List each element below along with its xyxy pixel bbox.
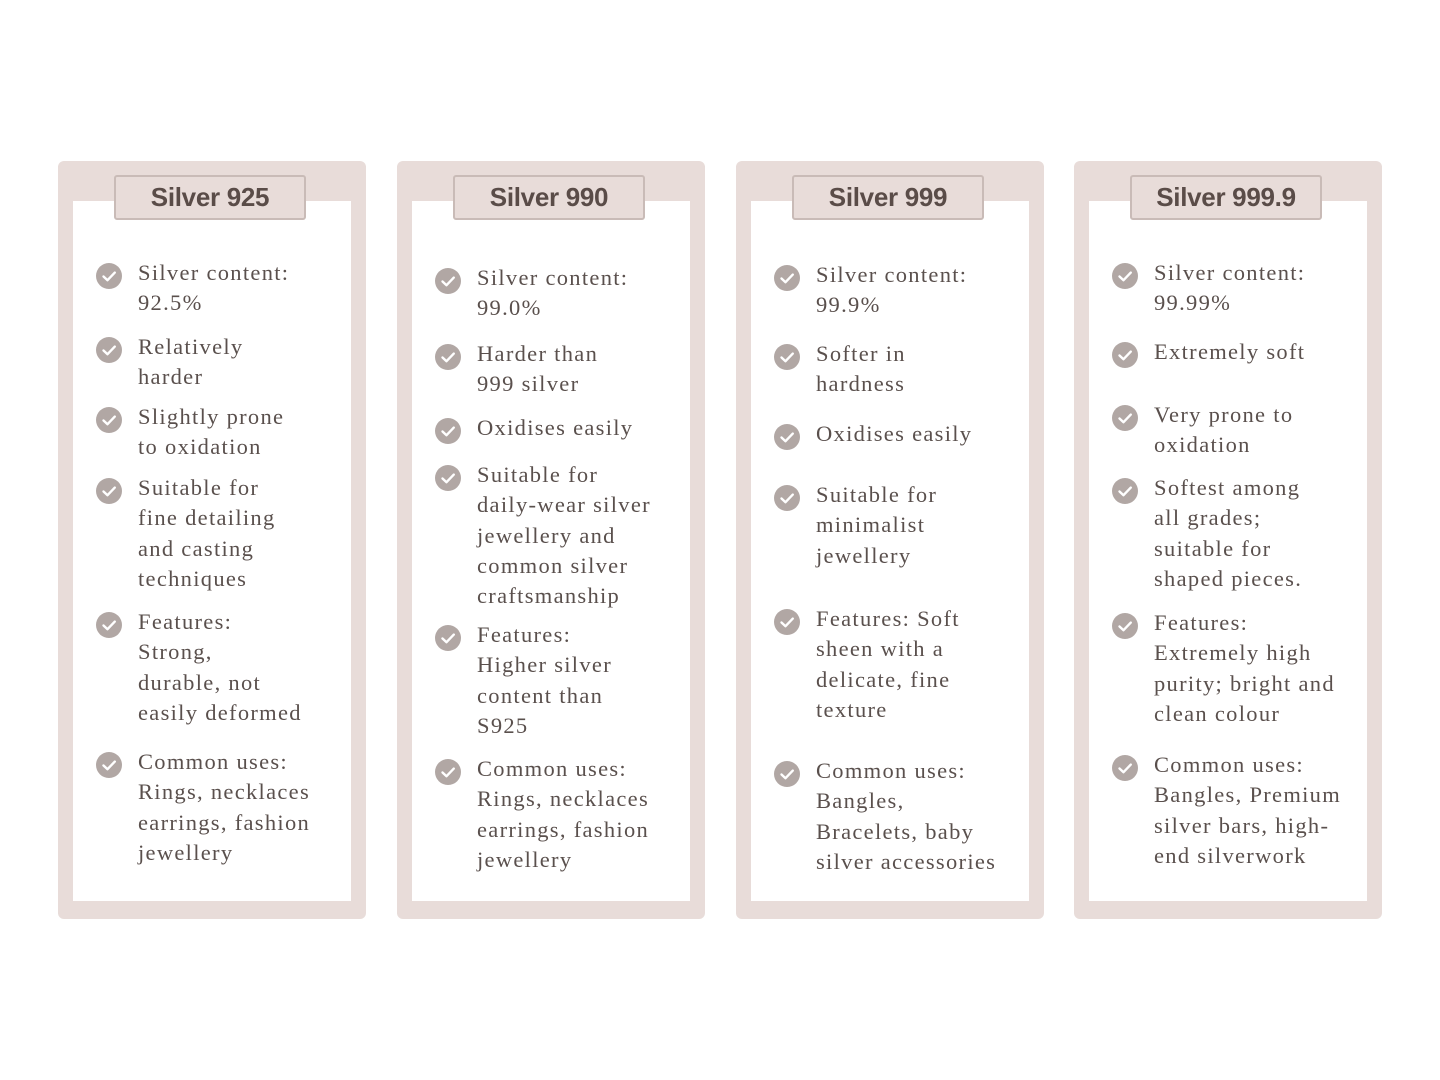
feature-text: Silver content: 99.9% <box>816 262 968 318</box>
feature-text: Features: Higher silver content than S925 <box>477 622 612 738</box>
check-circle-icon <box>1112 478 1138 504</box>
feature-text: Very prone to oxidation <box>1154 402 1294 458</box>
check-circle-icon <box>1112 755 1138 781</box>
check-circle-icon <box>96 612 122 638</box>
check-circle-icon <box>96 337 122 363</box>
check-circle-icon <box>96 752 122 778</box>
feature-text: Extremely soft <box>1154 339 1306 364</box>
check-circle-icon <box>1112 613 1138 639</box>
check-circle-icon <box>435 465 461 491</box>
feature-text: Softest among all grades; suitable for shaped pieces. <box>1154 475 1303 591</box>
feature-text: Slightly prone to oxidation <box>138 404 285 460</box>
feature-text: Features: Soft sheen with a delicate, fine texture <box>816 606 960 722</box>
check-circle-icon <box>774 265 800 291</box>
feature-text: Suitable for fine detailing and casting techniques <box>138 475 276 591</box>
check-circle-icon <box>435 625 461 651</box>
feature-text: Common uses: Rings, necklaces earrings, fashion jewellery <box>477 756 650 872</box>
check-circle-icon <box>96 407 122 433</box>
card-title: Silver 990 <box>453 175 645 220</box>
grade-card-silver-999 <box>736 161 1044 919</box>
grade-card-silver-999-9 <box>1074 161 1382 919</box>
feature-text: Oxidises easily <box>477 415 634 440</box>
feature-text: Common uses: Bangles, Bracelets, baby silver accessories <box>816 758 997 874</box>
check-circle-icon <box>1112 405 1138 431</box>
feature-text: Common uses: Rings, necklaces earrings, fashion jewellery <box>138 749 311 865</box>
grade-card-silver-990 <box>397 161 705 919</box>
check-circle-icon <box>774 761 800 787</box>
check-circle-icon <box>1112 263 1138 289</box>
card-title: Silver 999 <box>792 175 984 220</box>
feature-text: Common uses: Bangles, Premium silver bars, high- end silverwork <box>1154 752 1342 868</box>
feature-text: Softer in hardness <box>816 341 906 397</box>
feature-text: Relatively harder <box>138 334 244 390</box>
feature-text: Silver content: 99.99% <box>1154 260 1306 316</box>
check-circle-icon <box>96 478 122 504</box>
feature-text: Features: Strong, durable, not easily deformed <box>138 609 302 725</box>
check-circle-icon <box>96 263 122 289</box>
feature-text: Features: Extremely high purity; bright and clean colour <box>1154 610 1335 726</box>
feature-text: Suitable for daily-wear silver jewellery and common silver craftsmanship <box>477 462 651 609</box>
check-circle-icon <box>435 418 461 444</box>
feature-text: Silver content: 99.0% <box>477 265 629 321</box>
feature-text: Oxidises easily <box>816 421 973 446</box>
check-circle-icon <box>435 268 461 294</box>
feature-text: Silver content: 92.5% <box>138 260 290 316</box>
grade-card-silver-925 <box>58 161 366 919</box>
check-circle-icon <box>774 609 800 635</box>
check-circle-icon <box>435 344 461 370</box>
card-title: Silver 925 <box>114 175 306 220</box>
check-circle-icon <box>774 424 800 450</box>
check-circle-icon <box>774 344 800 370</box>
check-circle-icon <box>435 759 461 785</box>
card-title: Silver 999.9 <box>1130 175 1322 220</box>
feature-text: Suitable for minimalist jewellery <box>816 482 938 568</box>
check-circle-icon <box>1112 342 1138 368</box>
feature-text: Harder than 999 silver <box>477 341 599 397</box>
check-circle-icon <box>774 485 800 511</box>
